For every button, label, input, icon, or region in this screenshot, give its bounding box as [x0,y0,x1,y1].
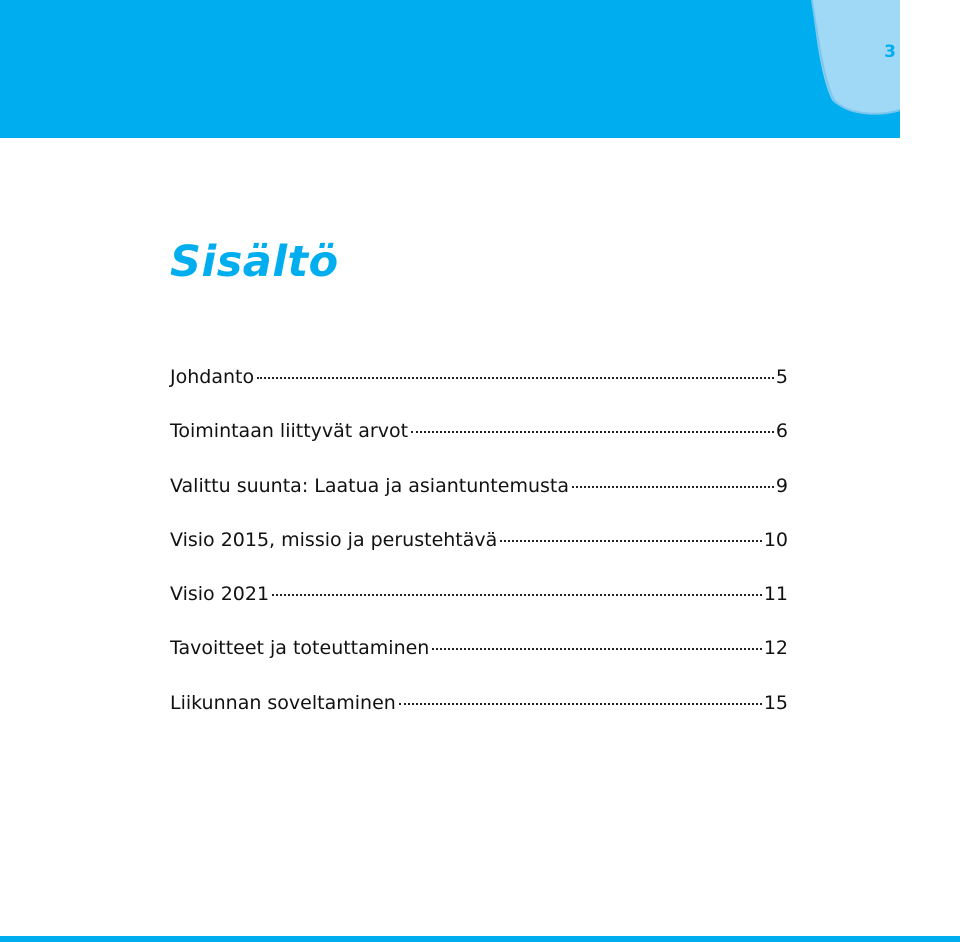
toc-entry-label: Visio 2021 [170,583,270,606]
toc-entry-label: Visio 2015, missio ja perustehtävä [170,528,498,551]
toc-entry-label: Liikunnan soveltaminen [170,691,396,714]
toc-entry-page: 6 [775,420,788,443]
toc-entry[interactable] [170,688,788,742]
toc-entry-page: 11 [763,583,788,606]
toc-entry-label: Johdanto [170,366,255,388]
toc-dot-leader [572,486,774,488]
toc-title: Sisältö [170,237,339,287]
toc-entry[interactable] [170,362,788,416]
toc-entry[interactable] [170,633,788,687]
toc-entry-label: Tavoitteet ja toteuttaminen [170,637,430,660]
toc-dot-leader [432,648,761,650]
toc-entry[interactable] [170,471,788,525]
toc-entry-label: Toimintaan liittyvät arvot [170,420,409,443]
toc-dot-leader [411,431,774,433]
page-number: 3 [884,42,896,62]
bottom-rule [0,936,960,942]
toc-dot-leader [399,703,762,705]
toc-entry-page: 15 [763,691,788,714]
toc-dot-leader [500,540,762,542]
toc-dot-leader [272,594,762,596]
toc-entry-page: 5 [775,366,788,388]
toc-dot-leader [257,377,774,379]
toc-entry-page: 9 [775,474,788,497]
header-band [0,0,900,138]
toc-entry[interactable] [170,579,788,633]
toc-entry-page: 12 [763,637,788,660]
toc-entry-page: 10 [763,528,788,551]
toc-entry[interactable] [170,416,788,470]
toc-entry-label: Valittu suunta: Laatua ja asiantuntemusta [170,474,569,497]
table-of-contents [170,362,788,742]
toc-entry[interactable] [170,525,788,579]
